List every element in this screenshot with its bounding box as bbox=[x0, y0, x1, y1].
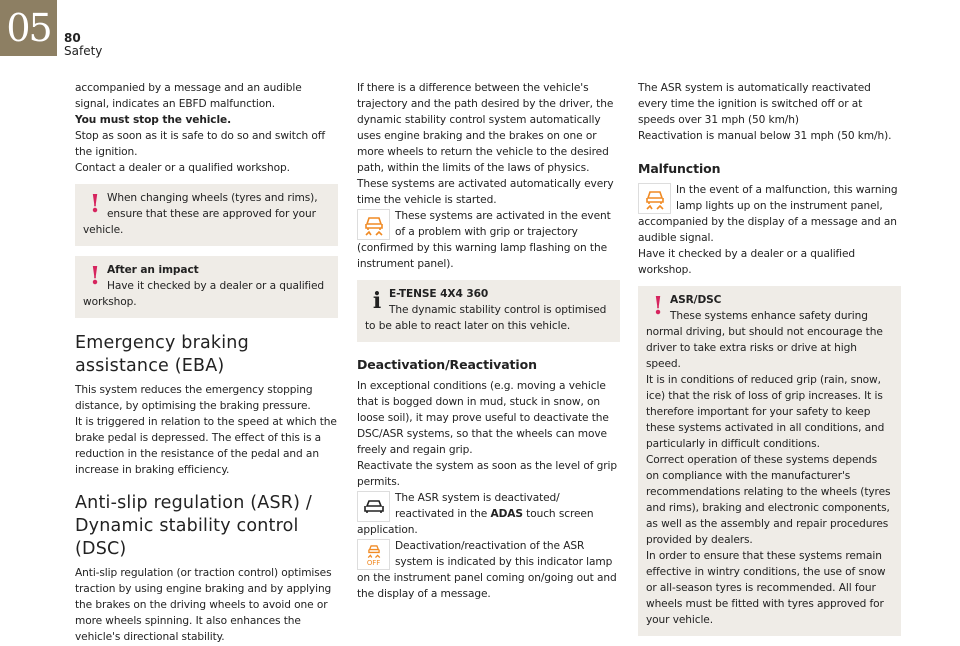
paragraph: accompanied by a message and an audible signal, indicates an EBFD malfunction. bbox=[75, 82, 302, 110]
warning-text: It is in conditions of reduced grip (rain, snow, ice) that the risk of loss of grip increases. It is therefore important for your safety to keep these systems activated in all conditions, and particularly in difficult conditions. bbox=[646, 374, 885, 450]
chapter-tab: 05 bbox=[0, 0, 57, 56]
column-1 bbox=[75, 80, 338, 645]
heading-asr-dsc: Anti-slip regulation (ASR) / Dynamic stability control (DSC) bbox=[75, 493, 313, 559]
paragraph: Reactivate the system as soon as the level of grip permits. bbox=[357, 460, 617, 488]
paragraph: It is triggered in relation to the speed at which the brake pedal is depressed. The effect of this is a reduction in the resistance of the pedal and an increase in braking efficiency. bbox=[75, 416, 337, 476]
info-icon: i bbox=[372, 288, 382, 314]
paragraph: These systems are activated in the event of a problem with grip or trajectory (confirmed by this warning lamp flashing on the instrument panel). bbox=[357, 210, 611, 270]
paragraph: In exceptional conditions (e.g. moving a vehicle that is bogged down in mud, stuck in snow, on loose soil), it may prove useful to deactivate the DSC/ASR systems, so that the wheels can move freely and regain grip. bbox=[357, 380, 609, 456]
paragraph: Stop as soon as it is safe to do so and switch off the ignition. bbox=[75, 130, 326, 158]
warning-icon: ! bbox=[89, 261, 101, 290]
warning-text: In order to ensure that these systems remain effective in wintry conditions, the use of snow or all-season tyres is recommended. All four wheels must be fitted with tyres approved for your vehicle. bbox=[646, 550, 886, 626]
warning-box bbox=[638, 286, 901, 636]
paragraph: If there is a difference between the vehicle's trajectory and the path desired by the driver, the dynamic stability control system automatically uses engine braking and the brakes on one or more wheels to return the vehicle to the desired path, within the limits of the laws of physics. bbox=[357, 82, 614, 174]
paragraph: The ASR system is deactivated/ reactivated in the bbox=[395, 492, 560, 520]
paragraph: Contact a dealer or a qualified workshop. bbox=[75, 162, 290, 174]
warning-box bbox=[75, 256, 338, 318]
warning-icon: ! bbox=[89, 189, 101, 218]
column-2 bbox=[357, 80, 620, 602]
warning-text: Correct operation of these systems depends on compliance with the manufacturer's recommendations relating to the wheels (tyres and rims), braking and electronic components, as well as the assembly and repair procedures provided by dealers. bbox=[646, 454, 891, 546]
paragraph: Reactivation is manual below 31 mph (50 km/h). bbox=[638, 130, 892, 142]
section-title: Safety bbox=[64, 44, 103, 58]
dsc-lamp-icon bbox=[357, 209, 390, 240]
paragraph: In the event of a malfunction, this warning lamp lights up on the instrument panel, accompanied by the display of a message and an audible signal. bbox=[638, 184, 898, 244]
info-box bbox=[357, 280, 620, 342]
info-text: The dynamic stability control is optimised to be able to react later on this vehicle. bbox=[365, 304, 607, 332]
page-number: 80 bbox=[64, 31, 81, 45]
heading-malfunction: Malfunction bbox=[638, 161, 721, 176]
adas-label: ADAS bbox=[490, 508, 523, 520]
column-3 bbox=[638, 80, 901, 646]
paragraph: These systems are activated automatically every time the vehicle is started. bbox=[357, 178, 614, 206]
warning-box bbox=[75, 184, 338, 246]
warning-title: ASR/DSC bbox=[670, 294, 722, 306]
off-label: OFF bbox=[366, 558, 381, 567]
paragraph: touch screen application. bbox=[357, 508, 594, 536]
warning-icon: ! bbox=[652, 291, 664, 320]
warning-text: When changing wheels (tyres and rims), ensure that these are approved for your vehicle. bbox=[83, 192, 318, 236]
asr-off-lamp-icon bbox=[357, 539, 390, 570]
info-title: E-TENSE 4X4 360 bbox=[389, 288, 489, 300]
paragraph: Anti-slip regulation (or traction control) optimises traction by using engine braking and by applying the brakes on the driving wheels to avoid one or more wheels spinning. It also enhances the vehicle's directional stability. bbox=[75, 567, 332, 643]
warning-title: After an impact bbox=[107, 264, 199, 276]
warning-text: These systems enhance safety during normal driving, but should not encourage the driver to take extra risks or drive at high speed. bbox=[646, 310, 883, 370]
dsc-lamp-icon bbox=[638, 183, 671, 214]
bold-instruction: You must stop the vehicle. bbox=[75, 114, 232, 126]
heading-deactivation: Deactivation/Reactivation bbox=[357, 357, 537, 372]
warning-text: Have it checked by a dealer or a qualified workshop. bbox=[83, 280, 325, 308]
paragraph: Have it checked by a dealer or a qualified workshop. bbox=[638, 248, 856, 276]
car-icon bbox=[357, 491, 390, 522]
paragraph: Deactivation/reactivation of the ASR system is indicated by this indicator lamp on the instrument panel coming on/going out and the display of a message. bbox=[357, 540, 617, 600]
heading-eba: Emergency braking assistance (EBA) bbox=[75, 333, 249, 376]
paragraph: This system reduces the emergency stopping distance, by optimising the braking pressure. bbox=[75, 384, 313, 412]
paragraph: The ASR system is automatically reactivated every time the ignition is switched off or at speeds over 31 mph (50 km/h) bbox=[638, 82, 871, 126]
